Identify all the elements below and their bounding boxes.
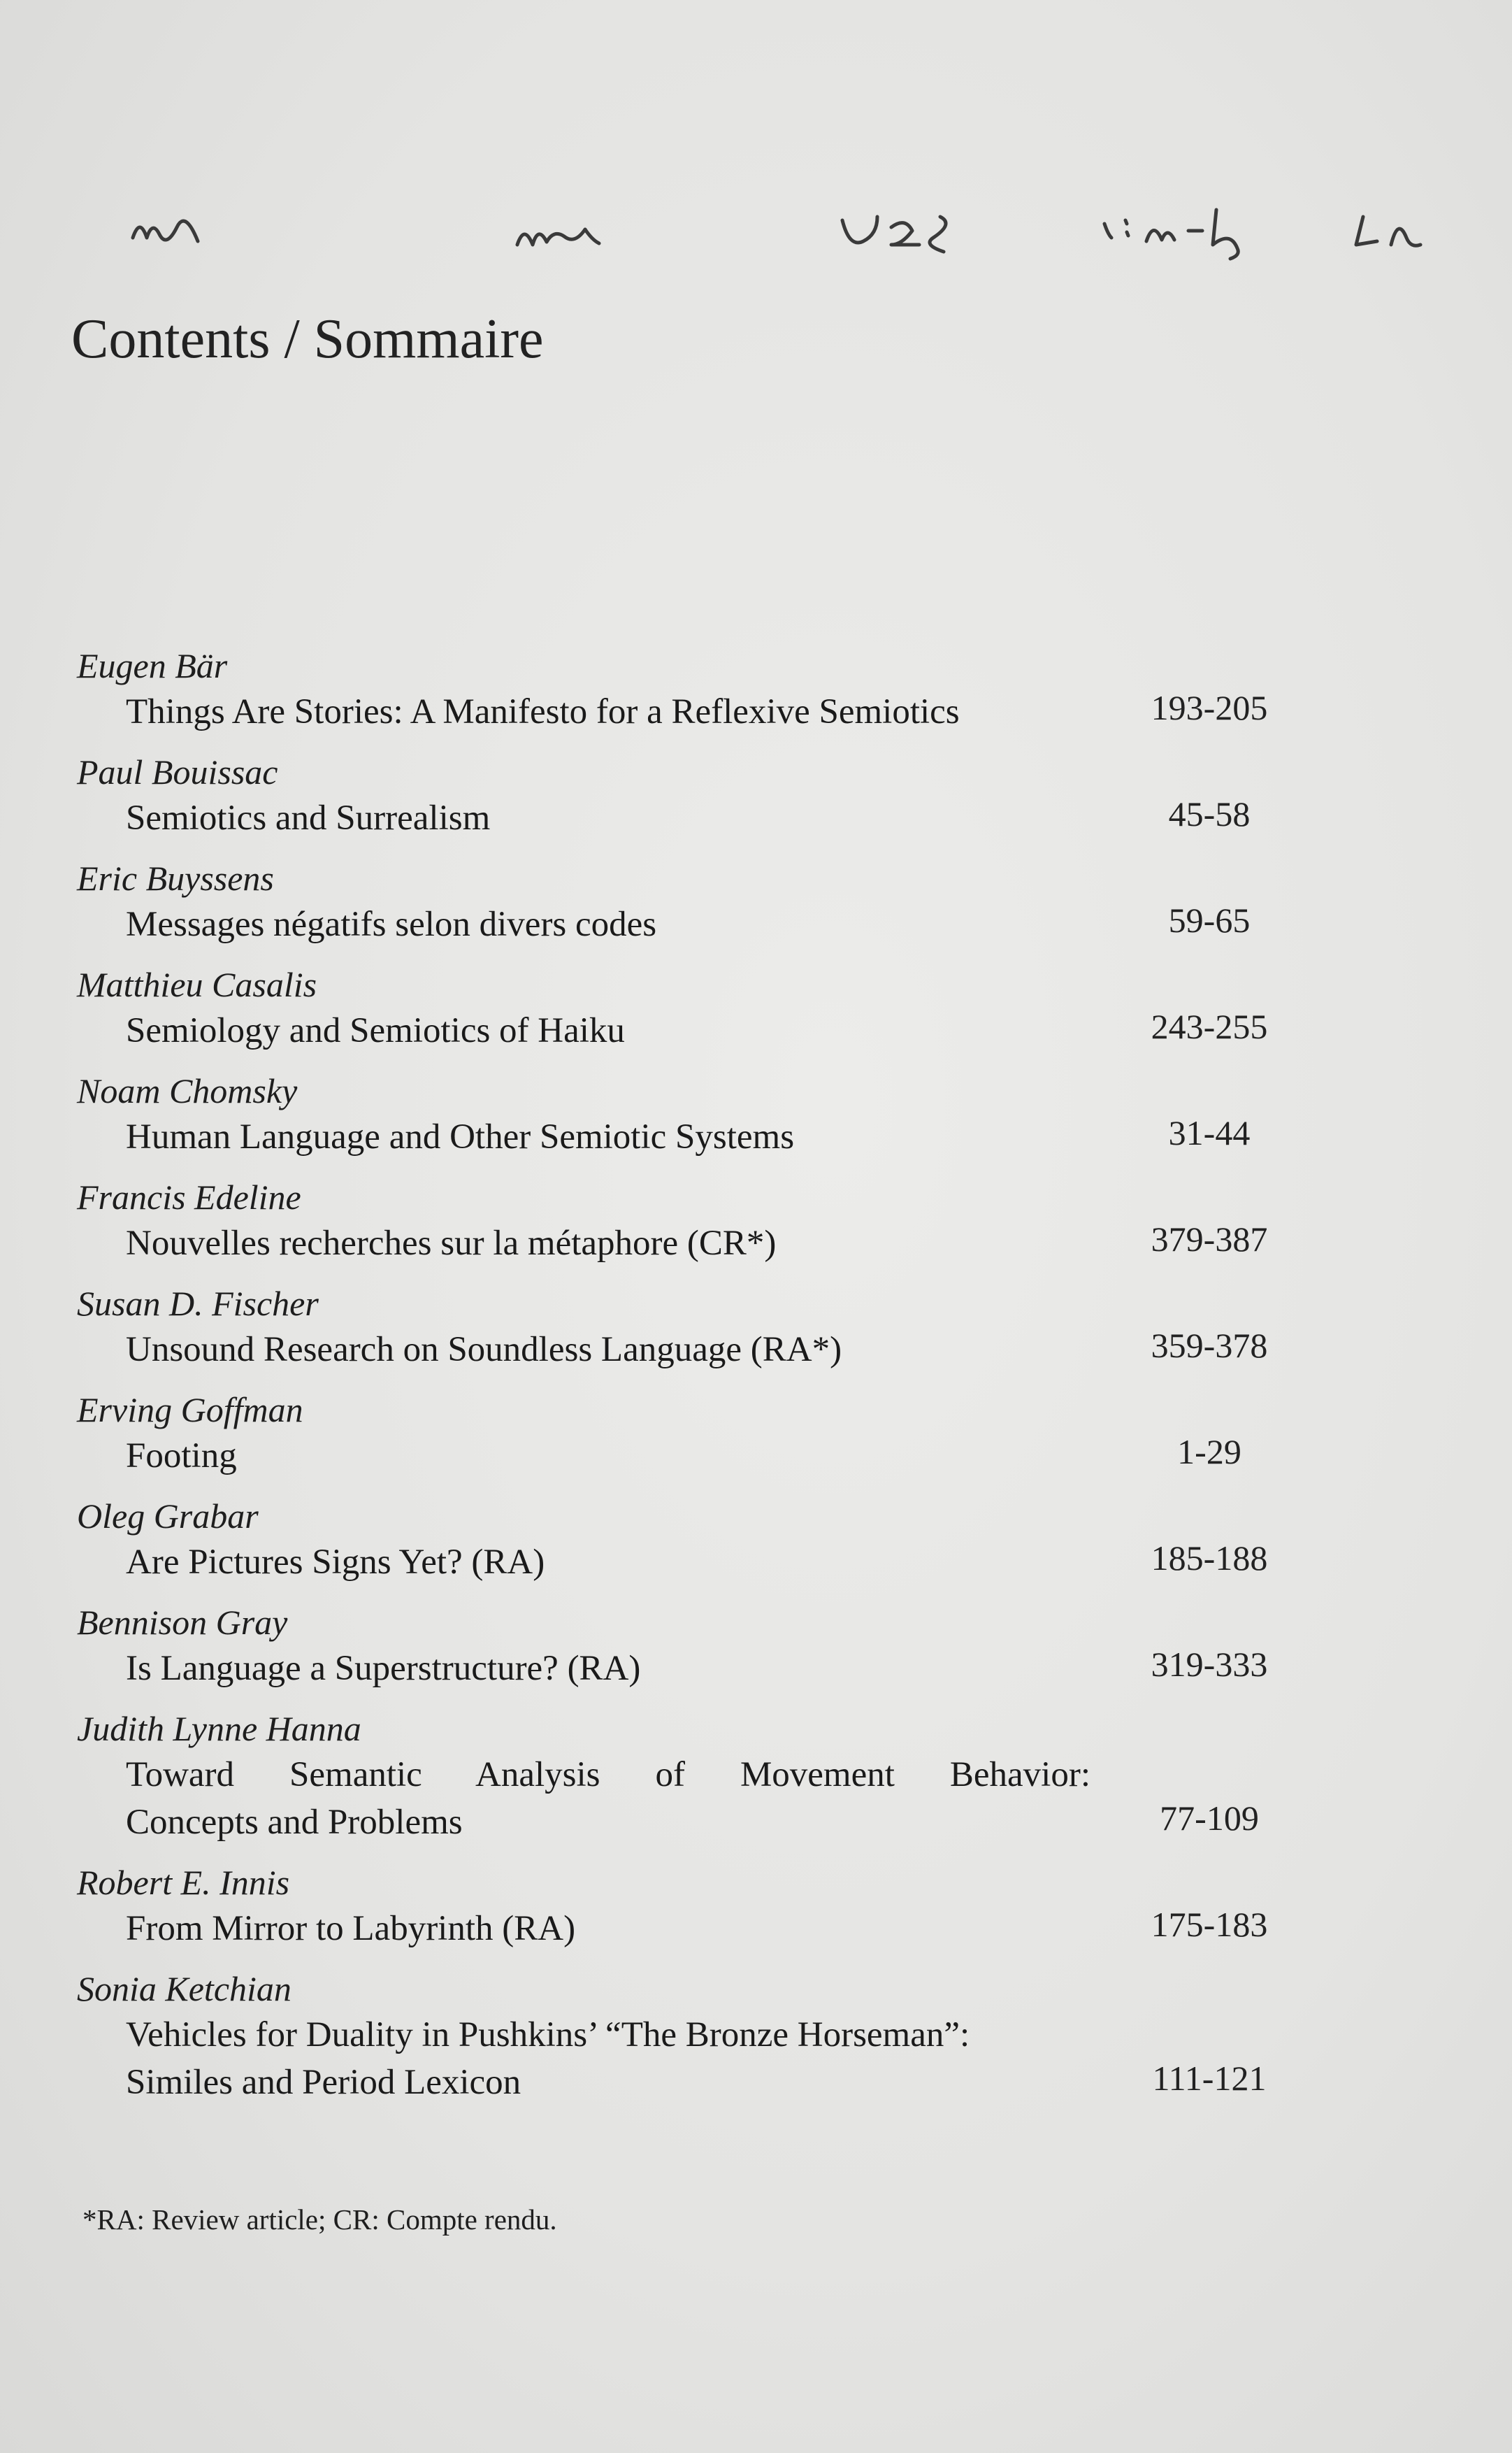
- entry-title: Nouvelles recherches sur la métaphore (CR*): [126, 1224, 777, 1263]
- entry-author: Eugen Bär: [77, 646, 228, 685]
- entry-title: Footing: [126, 1436, 237, 1475]
- entry-author: Judith Lynne Hanna: [77, 1709, 361, 1748]
- entry-title: Messages négatifs selon divers codes: [126, 905, 657, 944]
- entry-title: Semiotics and Surrealism: [126, 799, 491, 838]
- toc-entry: [77, 1600, 1314, 1692]
- entry-author: Eric Buyssens: [77, 859, 274, 898]
- toc-entry: [77, 962, 1314, 1054]
- entry-pages: 193-205: [1151, 688, 1268, 727]
- entry-pages: 59-65: [1168, 901, 1251, 940]
- entry-title: Is Language a Superstructure? (RA): [126, 1649, 641, 1688]
- toc-entry: [77, 1175, 1314, 1267]
- entry-author: Matthieu Casalis: [77, 965, 317, 1004]
- entry-author: Francis Edeline: [77, 1178, 301, 1217]
- entry-pages: 45-58: [1168, 794, 1251, 834]
- entry-author: Erving Goffman: [77, 1390, 303, 1429]
- toc-entry: [77, 1068, 1314, 1161]
- entry-pages: 319-333: [1151, 1645, 1268, 1684]
- entry-title: Human Language and Other Semiotic Systems: [126, 1117, 795, 1157]
- toc-entry: [77, 1387, 1314, 1480]
- page-title: Contents / Sommaire: [71, 308, 544, 370]
- entry-title: Things Are Stories: A Manifesto for a Reflexive Semiotics: [126, 692, 960, 731]
- footnote: *RA: Review article; CR: Compte rendu.: [82, 2203, 557, 2236]
- toc-entry: [77, 1281, 1314, 1373]
- entry-title: Vehicles for Duality in Pushkins’ “The Bronze Horseman”:: [126, 2015, 970, 2054]
- toc-entry: [77, 856, 1314, 948]
- entry-author: Susan D. Fischer: [77, 1284, 319, 1323]
- toc-entry: [77, 1494, 1314, 1586]
- table-of-contents: [77, 643, 1314, 2120]
- entry-title: Are Pictures Signs Yet? (RA): [126, 1543, 545, 1582]
- entry-title: Concepts and Problems: [126, 1803, 463, 1842]
- entry-title: Unsound Research on Soundless Language (RA*): [126, 1330, 842, 1369]
- entry-author: Noam Chomsky: [77, 1071, 298, 1110]
- toc-entry: [77, 750, 1314, 842]
- handwritten-annotation: [0, 189, 1512, 287]
- toc-entry: [77, 1966, 1314, 2106]
- entry-pages: 185-188: [1151, 1538, 1268, 1578]
- entry-pages: 379-387: [1151, 1220, 1268, 1259]
- entry-title: Semiology and Semiotics of Haiku: [126, 1011, 625, 1050]
- toc-entry: [77, 1706, 1314, 1846]
- entry-author: Oleg Grabar: [77, 1496, 259, 1536]
- entry-title: Similes and Period Lexicon: [126, 2063, 521, 2102]
- entry-author: Paul Bouissac: [77, 752, 278, 792]
- toc-entry: [77, 1860, 1314, 1952]
- entry-pages: 243-255: [1151, 1007, 1268, 1046]
- entry-pages: 31-44: [1168, 1113, 1251, 1152]
- entry-pages: 359-378: [1151, 1326, 1268, 1365]
- entry-title: From Mirror to Labyrinth (RA): [126, 1909, 576, 1948]
- entry-pages: 1-29: [1177, 1432, 1241, 1471]
- entry-author: Bennison Gray: [77, 1603, 288, 1642]
- toc-entry: [77, 643, 1314, 736]
- entry-author: Robert E. Innis: [77, 1863, 290, 1902]
- entry-pages: 175-183: [1151, 1905, 1268, 1944]
- entry-pages: 77-109: [1160, 1798, 1259, 1838]
- entry-author: Sonia Ketchian: [77, 1969, 291, 2008]
- entry-title: Toward Semantic Analysis of Movement Behavior:: [126, 1755, 1090, 1794]
- entry-pages: 111-121: [1152, 2059, 1267, 2098]
